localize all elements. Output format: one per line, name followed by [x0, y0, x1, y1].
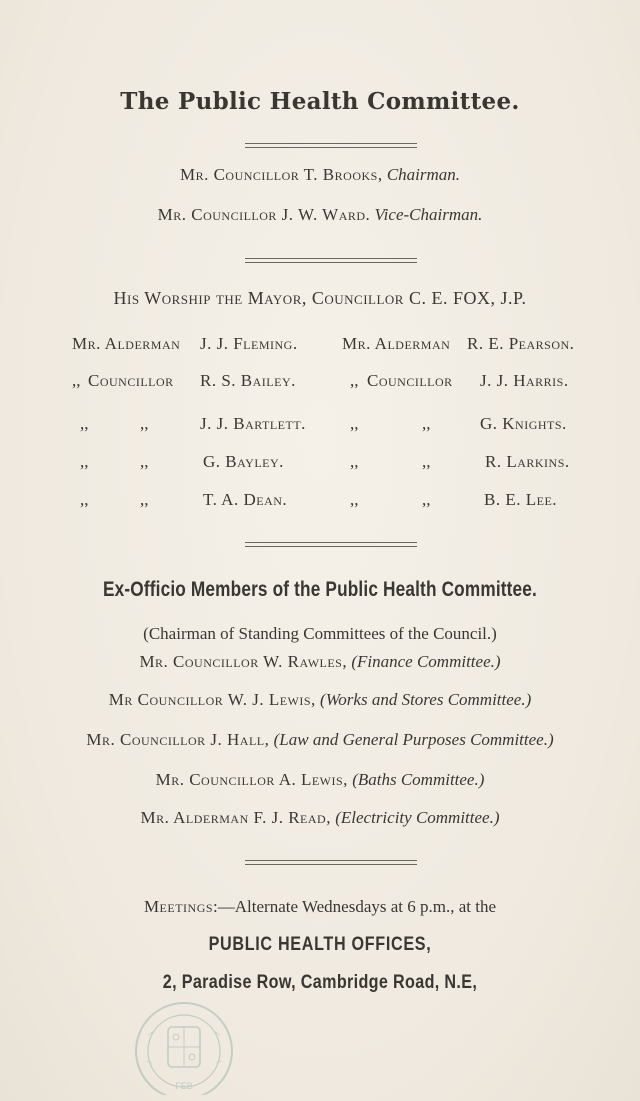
divider-rule [245, 258, 417, 263]
entry-name: Mr. Councillor A. Lewis, [155, 770, 348, 789]
member-row [0, 334, 640, 358]
meetings-text: :—Alternate Wednesdays at 6 p.m., at the [213, 897, 497, 916]
divider-rule [245, 860, 417, 865]
chairman-role: Chairman. [386, 165, 461, 184]
divider-rule [245, 143, 417, 148]
ex-officio-entry [0, 730, 640, 750]
ex-officio-entry [0, 770, 640, 790]
divider-rule [245, 542, 417, 547]
entry-name: Mr. Councillor W. Rawles, [139, 652, 348, 671]
member-title-left: Mr. Alderman [72, 334, 181, 353]
member-title-right: Councillor [367, 371, 453, 390]
ex-officio-heading: Ex-Officio Members of the Public Health Committee. [103, 578, 537, 601]
ditto-mark: ,, [350, 371, 359, 390]
ditto-mark: ,, [350, 452, 359, 471]
ditto-mark: ,, [140, 452, 149, 471]
entry-committee: (Finance Committee.) [351, 652, 501, 671]
member-row [0, 414, 640, 438]
ditto-mark: ,, [72, 371, 81, 390]
page-title: The Public Health Committee. [120, 88, 520, 115]
office-name: PUBLIC HEALTH OFFICES, [208, 934, 432, 955]
ex-officio-entry [0, 690, 640, 710]
ditto-mark: ,, [422, 490, 431, 509]
member-title-left: Councillor [88, 371, 174, 390]
ex-officio-entry [0, 808, 640, 828]
member-title-right: Mr. Alderman [342, 334, 451, 353]
member-row [0, 371, 640, 395]
entry-name: Mr. Alderman F. J. Read, [140, 808, 331, 827]
member-name-right: G. Knights. [480, 414, 567, 433]
ditto-mark: ,, [140, 490, 149, 509]
stamp-text: FEB [175, 1081, 193, 1091]
entry-committee: (Works and Stores Committee.) [320, 690, 532, 709]
entry-name: Mr. Councillor J. Hall, [86, 730, 270, 749]
member-row [0, 452, 640, 476]
meetings-label: Meetings [143, 897, 214, 916]
member-name-left: G. Bayley. [203, 452, 284, 471]
member-name-right: R. Larkins. [485, 452, 570, 471]
member-name-right: J. J. Harris. [480, 371, 569, 390]
mayor-line: His Worship the Mayor, Councillor C. E. FOX, J.P. [113, 288, 527, 308]
chairman-line [0, 165, 640, 185]
ditto-mark: ,, [80, 414, 89, 433]
vice-chairman-name: Mr. Councillor J. W. Ward. [157, 205, 371, 224]
member-row [0, 490, 640, 514]
entry-name: Mr Councillor W. J. Lewis, [108, 690, 316, 709]
ditto-mark: ,, [80, 490, 89, 509]
library-stamp-seal-icon [128, 995, 240, 1095]
ex-officio-entry [0, 652, 640, 672]
chairman-name: Mr. Councillor T. Brooks, [179, 165, 383, 184]
ditto-mark: ,, [422, 414, 431, 433]
office-address: 2, Paradise Row, Cambridge Road, N.E, [162, 972, 478, 993]
entry-committee: (Baths Committee.) [352, 770, 485, 789]
vice-chairman-line [0, 205, 640, 225]
ditto-mark: ,, [422, 452, 431, 471]
ditto-mark: ,, [350, 414, 359, 433]
vice-chairman-role: Vice-Chairman. [374, 205, 483, 224]
member-name-left: T. A. Dean. [203, 490, 288, 509]
ditto-mark: ,, [80, 452, 89, 471]
entry-committee: (Electricity Committee.) [335, 808, 500, 827]
ditto-mark: ,, [140, 414, 149, 433]
entry-committee: (Law and General Purposes Committee.) [273, 730, 554, 749]
meetings-line [0, 897, 640, 917]
member-name-left: R. S. Bailey. [200, 371, 296, 390]
member-name-left: J. J. Fleming. [200, 334, 298, 353]
member-name-left: J. J. Bartlett. [200, 414, 306, 433]
ex-officio-note: (Chairman of Standing Committees of the Council.) [143, 624, 497, 643]
member-name-right: B. E. Lee. [484, 490, 558, 509]
member-name-right: R. E. Pearson. [467, 334, 575, 353]
ditto-mark: ,, [350, 490, 359, 509]
